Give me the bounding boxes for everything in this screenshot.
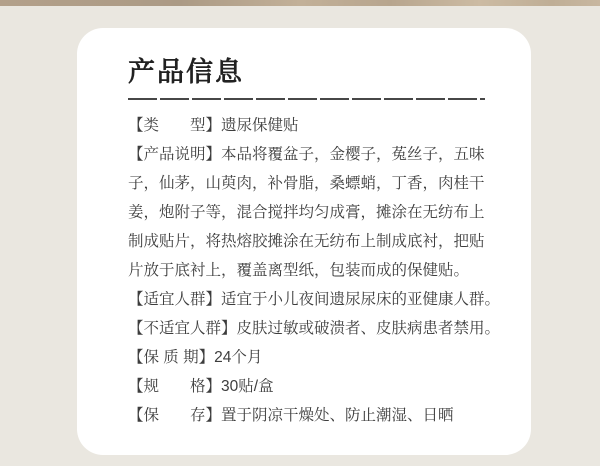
field-specification-label: 【规 格】 — [128, 378, 222, 395]
field-shelf-life — [128, 343, 486, 372]
field-unsuitable-group — [128, 314, 501, 343]
field-description-label: 【产品说明】 — [128, 146, 222, 163]
field-specification-value: 30贴/盒 — [221, 378, 274, 395]
field-description — [128, 140, 486, 285]
product-photo-edge-strip — [0, 0, 600, 6]
section-title: 产品信息 — [128, 57, 244, 87]
product-info-card — [77, 28, 531, 455]
field-unsuitable-group-value: 皮肤过敏或破溃者、皮肤病患者禁用。 — [236, 320, 501, 337]
field-description-value: 本品将覆盆子，金樱子，菟丝子，五味子，仙茅，山萸肉，补骨脂，桑螵蛸，丁香，肉桂干姜，炮附子等，混合搅拌均匀成膏，摊涂在无纺布上制成贴片，将热熔胶摊涂在无纺布上制成底衬，把贴片放于底衬上，覆盖离型纸，包装而成的保健贴。 — [128, 146, 485, 279]
field-shelf-life-label: 【保 质 期】 — [128, 349, 215, 366]
field-type — [128, 111, 486, 140]
field-suitable-group-label: 【适宜人群】 — [128, 291, 222, 308]
field-type-value: 遗尿保健贴 — [221, 117, 299, 134]
title-underline — [128, 98, 485, 100]
field-suitable-group-value: 适宜于小儿夜间遗尿尿床的亚健康人群。 — [221, 291, 501, 308]
field-suitable-group — [128, 285, 501, 314]
field-shelf-life-value: 24个月 — [214, 349, 263, 366]
product-info-fields — [128, 111, 501, 430]
field-storage — [128, 401, 486, 430]
field-unsuitable-group-label: 【不适宜人群】 — [128, 320, 237, 337]
field-type-label: 【类 型】 — [128, 117, 222, 134]
field-specification — [128, 372, 486, 401]
field-storage-value: 置于阴凉干燥处、防止潮湿、日晒 — [221, 407, 454, 424]
field-storage-label: 【保 存】 — [128, 407, 222, 424]
